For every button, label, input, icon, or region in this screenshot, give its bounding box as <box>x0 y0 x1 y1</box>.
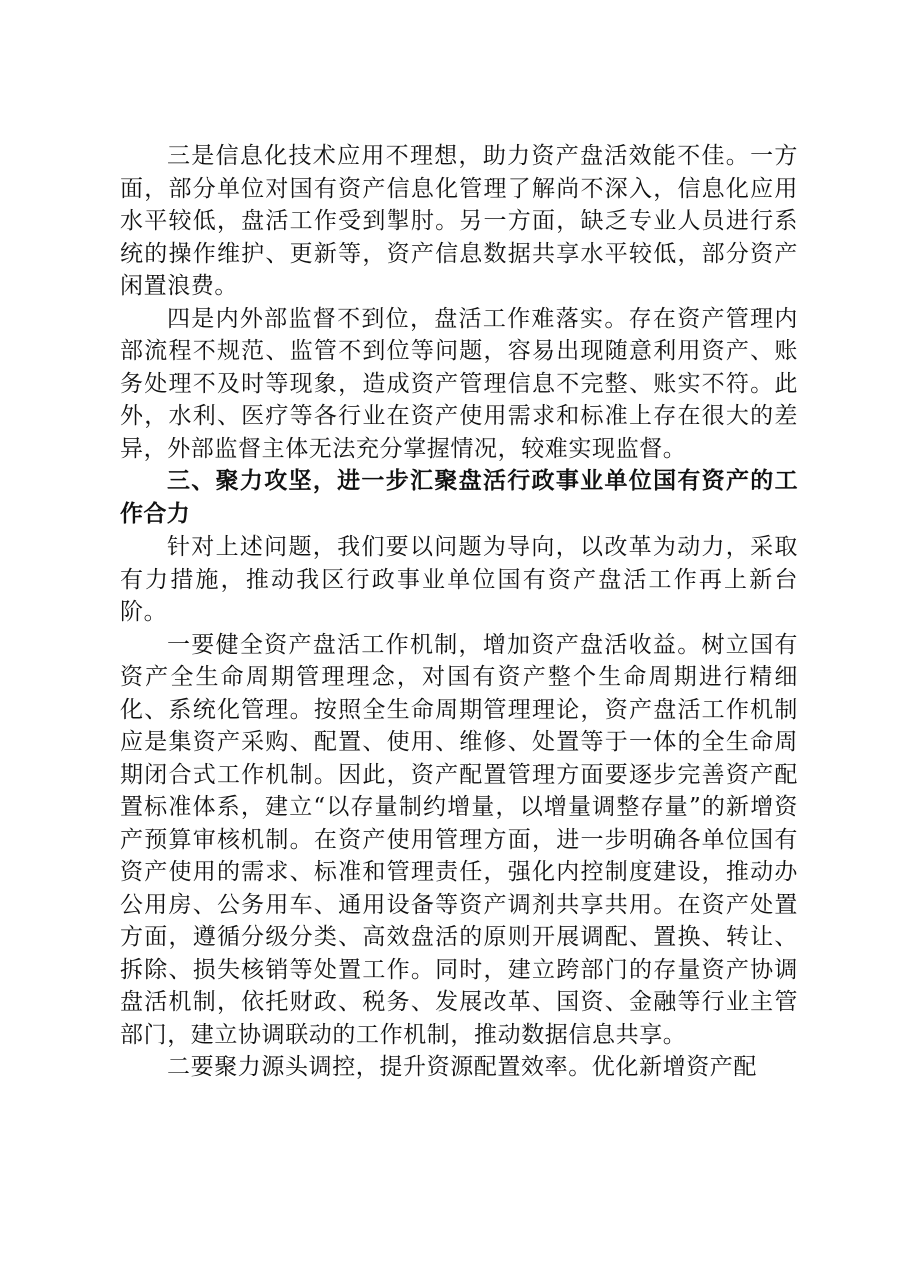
paragraph-measure-2: 二要聚力源头调控，提升资源配置效率。优化新增资产配 <box>167 1054 757 1080</box>
paragraph-item-4-supervision: 四是内外部监督不到位，盘活工作难落实。存在资产管理内部流程不规范、监管不到位等问题，容易出现随意利用资产、账务处理不及时等现象，造成资产管理信息不完整、账实不符。此外，水利、医疗等各行业在资产使用需求和标准上存在很大的差异，外部监督主体无法充分掌握情况，较难实现监督。 <box>120 305 798 462</box>
document-body <box>120 140 798 1084</box>
paragraph-item-3-info-tech: 三是信息化技术应用不理想，助力资产盘活效能不佳。一方面，部分单位对国有资产信息化管理了解尚不深入，信息化应用水平较低，盘活工作受到掣肘。另一方面，缺乏专业人员进行系统的操作维护、更新等，资产信息数据共享水平较低，部分资产闲置浪费。 <box>120 143 798 299</box>
paragraph-section-intro: 针对上述问题，我们要以问题为导向，以改革为动力，采取有力措施，推动我区行政事业单位国有资产盘活工作再上新台阶。 <box>120 534 798 625</box>
paragraph-measure-1: 一要健全资产盘活工作机制，增加资产盘活收益。树立国有资产全生命周期管理理念，对国有资产整个生命周期进行精细化、系统化管理。按照全生命周期管理理论，资产盘活工作机制应是集资产采购、配置、使用、维修、处置等于一体的全生命周期闭合式工作机制。因此，资产配置管理方面要逐步完善资产配置标准体系，建立“以存量制约增量，以增量调整存量”的新增资产预算审核机制。在资产使用管理方面，进一步明确各单位国有资产使用的需求、标准和管理责任，强化内控制度建设，推动办公用房、公务用车、通用设备等资产调剂共享共用。在资产处置方面，遵循分级分类、高效盘活的原则开展调配、置换、转让、拆除、损失核销等处置工作。同时，建立跨部门的存量资产协调盘活机制，依托财政、税务、发展改革、国资、金融等行业主管部门，建立协调联动的工作机制，推动数据信息共享。 <box>120 631 798 1048</box>
section-heading-3: 三、聚力攻坚，进一步汇聚盘活行政事业单位国有资产的工作合力 <box>120 468 798 527</box>
